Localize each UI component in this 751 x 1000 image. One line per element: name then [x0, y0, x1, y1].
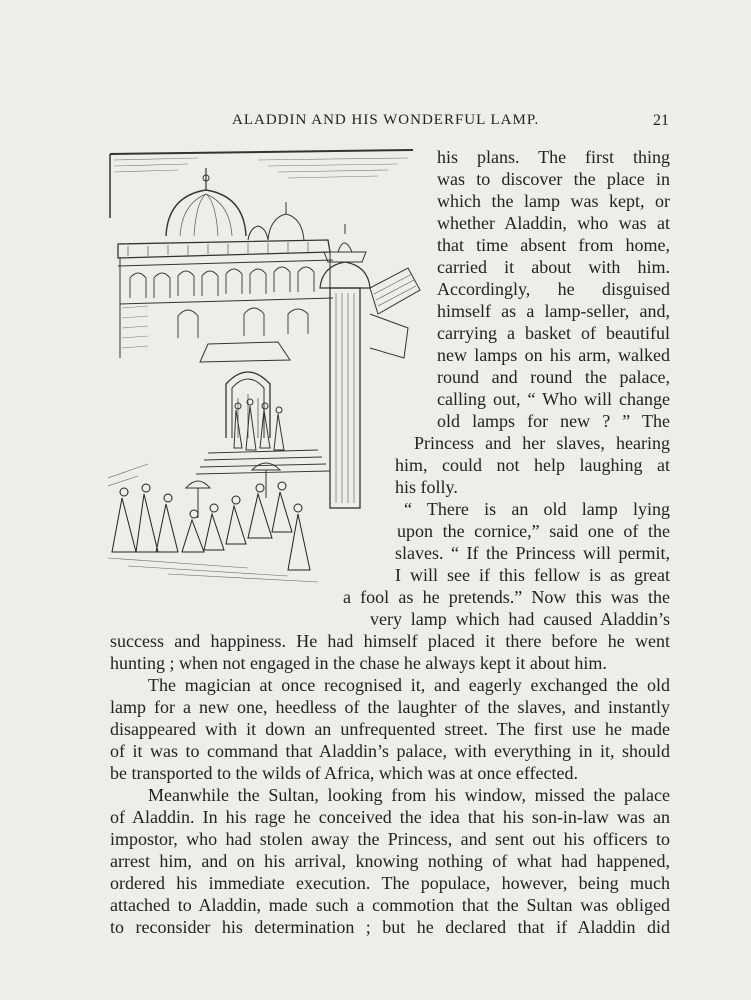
text-line: slaves. “ If the Princess will permit, — [395, 543, 670, 563]
text-line: be transported to the wilds of Africa, which was at once effected. — [110, 763, 578, 783]
text-line: a fool as he pretends.” Now this was the — [343, 587, 670, 607]
text-line: of it was to command that Aladdin’s palace, with everything in it, should — [110, 741, 670, 761]
text-line: that time absent from home, — [437, 235, 670, 255]
text-line: Meanwhile the Sultan, looking from his window, missed the palace — [148, 785, 670, 805]
text-line: I will see if this fellow is as great — [395, 565, 670, 585]
text-line: disappeared with it down an unfrequented street. The first use he made — [110, 719, 670, 739]
text-line: to reconsider his determination ; but he declared that if Aladdin did — [110, 917, 670, 937]
text-line: impostor, who had stolen away the Princess, and sent out his officers to — [110, 829, 670, 849]
text-line: calling out, “ Who will change — [437, 389, 670, 409]
running-head — [0, 112, 751, 132]
text-line: carrying a basket of beautiful — [437, 323, 670, 343]
page-number: 21 — [653, 112, 669, 129]
text-line: attached to Aladdin, made such a commotion that the Sultan was obliged — [110, 895, 670, 915]
text-line: Accordingly, he disguised — [437, 279, 670, 299]
text-line: arrest him, and on his arrival, knowing nothing of what had happened, — [110, 851, 670, 871]
text-line: his plans. The first thing — [437, 147, 670, 167]
text-line: of Aladdin. In his rage he conceived the idea that his son-in-law was an — [110, 807, 670, 827]
text-line: “ There is an old lamp lying — [404, 499, 670, 519]
text-line: round and round the palace, — [437, 367, 670, 387]
text-line: his folly. — [395, 477, 458, 497]
text-line: carried it about with him. — [437, 257, 670, 277]
text-line: ordered his immediate execution. The populace, however, being much — [110, 873, 670, 893]
text-line: him, could not help laughing at — [395, 455, 670, 475]
text-line: Princess and her slaves, hearing — [414, 433, 670, 453]
text-line: hunting ; when not engaged in the chase he always kept it about him. — [110, 653, 607, 673]
text-line: upon the cornice,” said one of the — [397, 521, 670, 541]
text-line: which the lamp was kept, or — [437, 191, 670, 211]
palace-illustration — [108, 148, 430, 588]
text-line: himself as a lamp-seller, and, — [437, 301, 670, 321]
text-line: very lamp which had caused Aladdin’s — [370, 609, 670, 629]
text-line: new lamps on his arm, walked — [437, 345, 670, 365]
text-line: was to discover the place in — [437, 169, 670, 189]
text-line: lamp for a new one, heedless of the laughter of the slaves, and instantly — [110, 697, 670, 717]
text-line: success and happiness. He had himself placed it there before he went — [110, 631, 670, 651]
chapter-title: ALADDIN AND HIS WONDERFUL LAMP. — [232, 112, 540, 128]
text-line: old lamps for new ? ” The — [437, 411, 670, 431]
text-line: whether Aladdin, who was at — [437, 213, 670, 233]
text-line: The magician at once recognised it, and eagerly exchanged the old — [148, 675, 670, 695]
